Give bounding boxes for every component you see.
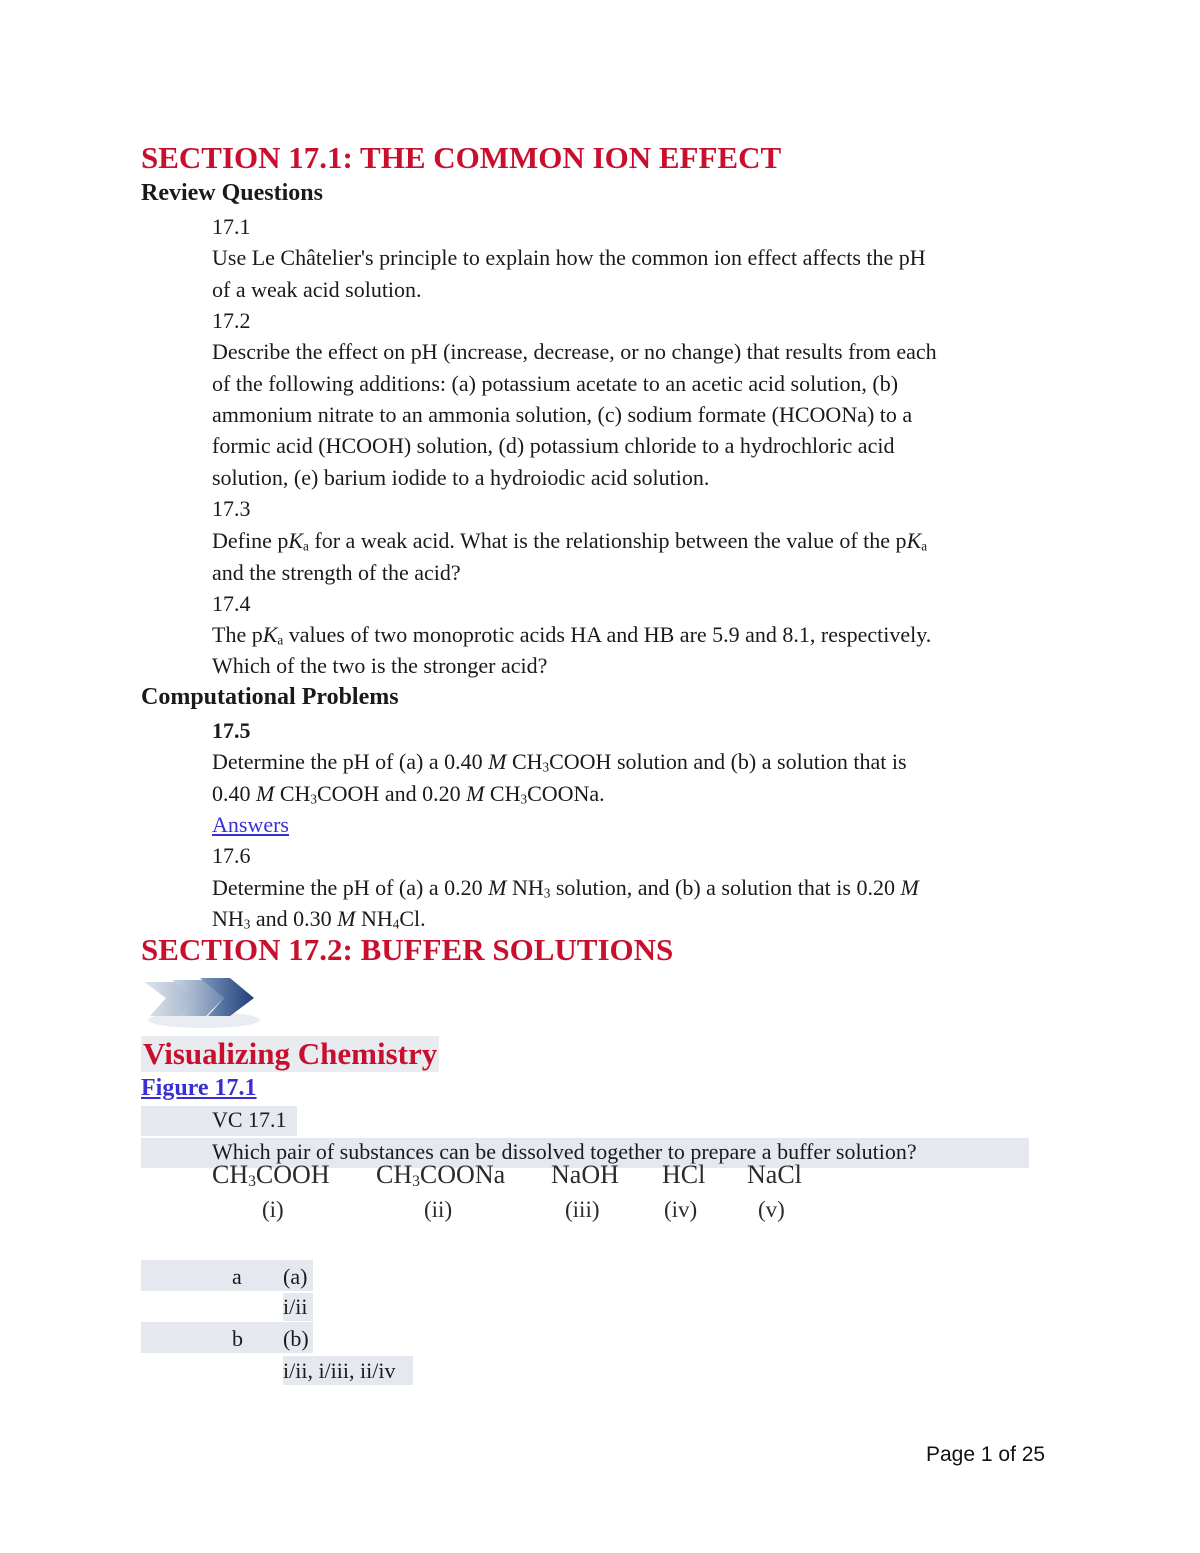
question-number: 17.3 [212,496,251,521]
question-text: Describe the effect on pH (increase, decrease, or no change) that results from each [212,339,937,364]
question-text: and the strength of the acid? [212,560,461,585]
question-text: Determine the pH of (a) a 0.20 M $NH_3$ solution, and (b) a solution that is 0.20 M [212,875,919,901]
computational-problems-heading: Computational Problems [141,684,399,710]
arrows-icon [142,972,260,1030]
section-17-2-title: SECTION 17.2: BUFFER SOLUTIONS [141,932,674,967]
vc-number: VC 17.1 [212,1107,287,1132]
question-number: 17.6 [212,843,251,868]
question-text: $NH_3$ and 0.30 M $NH_4Cl$. [212,906,426,932]
question-text: Define $pK_a$ for a weak acid. What is the relationship between the value of the $pK_a$ [212,528,928,554]
question-text: 0.40 M $CH_3COOH$ and 0.20 M $CH_3COONa$. [212,781,605,807]
chem-formula: HCl [662,1160,706,1189]
option-value[interactable]: i/ii, i/iii, ii/iv [283,1358,396,1383]
roman-label: (iv) [664,1197,698,1222]
option-label[interactable]: (b) [283,1326,309,1351]
question-number: 17.2 [212,308,251,333]
review-questions-heading: Review Questions [141,180,323,206]
page-number: Page 1 of 25 [926,1443,1046,1466]
roman-label: (i) [262,1197,284,1222]
question-text: ammonium nitrate to an ammonia solution, (c) sodium formate (HCOONa) to a [212,402,913,427]
question-text: of the following additions: (a) potassium acetate to an acetic acid solution, (b) [212,371,899,396]
visualizing-chemistry-heading: Visualizing Chemistry [143,1036,438,1071]
question-text: of a weak acid solution. [212,277,422,302]
chem-formula: NaOH [551,1160,619,1189]
question-text: The $pK_a$ values of two monoprotic acids HA and HB are 5.9 and 8.1, respectively. [212,622,932,648]
roman-label: (ii) [424,1197,453,1222]
figure-17-1-link[interactable]: Figure 17.1 [141,1075,257,1101]
roman-label: (v) [758,1197,785,1222]
question-text: solution, (e) barium iodide to a hydroiodic acid solution. [212,465,710,490]
question-number: 17.4 [212,591,251,616]
option-value[interactable]: i/ii [283,1294,308,1319]
chem-formula: NaCl [747,1160,802,1189]
question-text: formic acid (HCOOH) solution, (d) potassium chloride to a hydrochloric acid [212,433,895,458]
question-text: Use Le Châtelier's principle to explain how the common ion effect affects the pH [212,245,926,270]
question-number: 17.1 [212,214,251,239]
question-number: 17.5 [212,718,251,743]
chem-formula: $CH_3COOH$ [212,1160,330,1191]
question-text: Which of the two is the stronger acid? [212,653,548,678]
option-letter[interactable]: a [232,1264,242,1289]
section-17-1-title: SECTION 17.1: THE COMMON ION EFFECT [141,140,782,175]
roman-label: (iii) [565,1197,600,1222]
answers-link[interactable]: Answers [212,812,289,837]
option-label[interactable]: (a) [283,1264,308,1289]
vc-question: Which pair of substances can be dissolved together to prepare a buffer solution? [212,1139,917,1164]
option-letter[interactable]: b [232,1326,243,1351]
chem-formula: $CH_3COONa$ [376,1160,506,1191]
question-text: Determine the pH of (a) a 0.40 M $CH_3COOH$ solution and (b) a solution that is [212,749,907,775]
